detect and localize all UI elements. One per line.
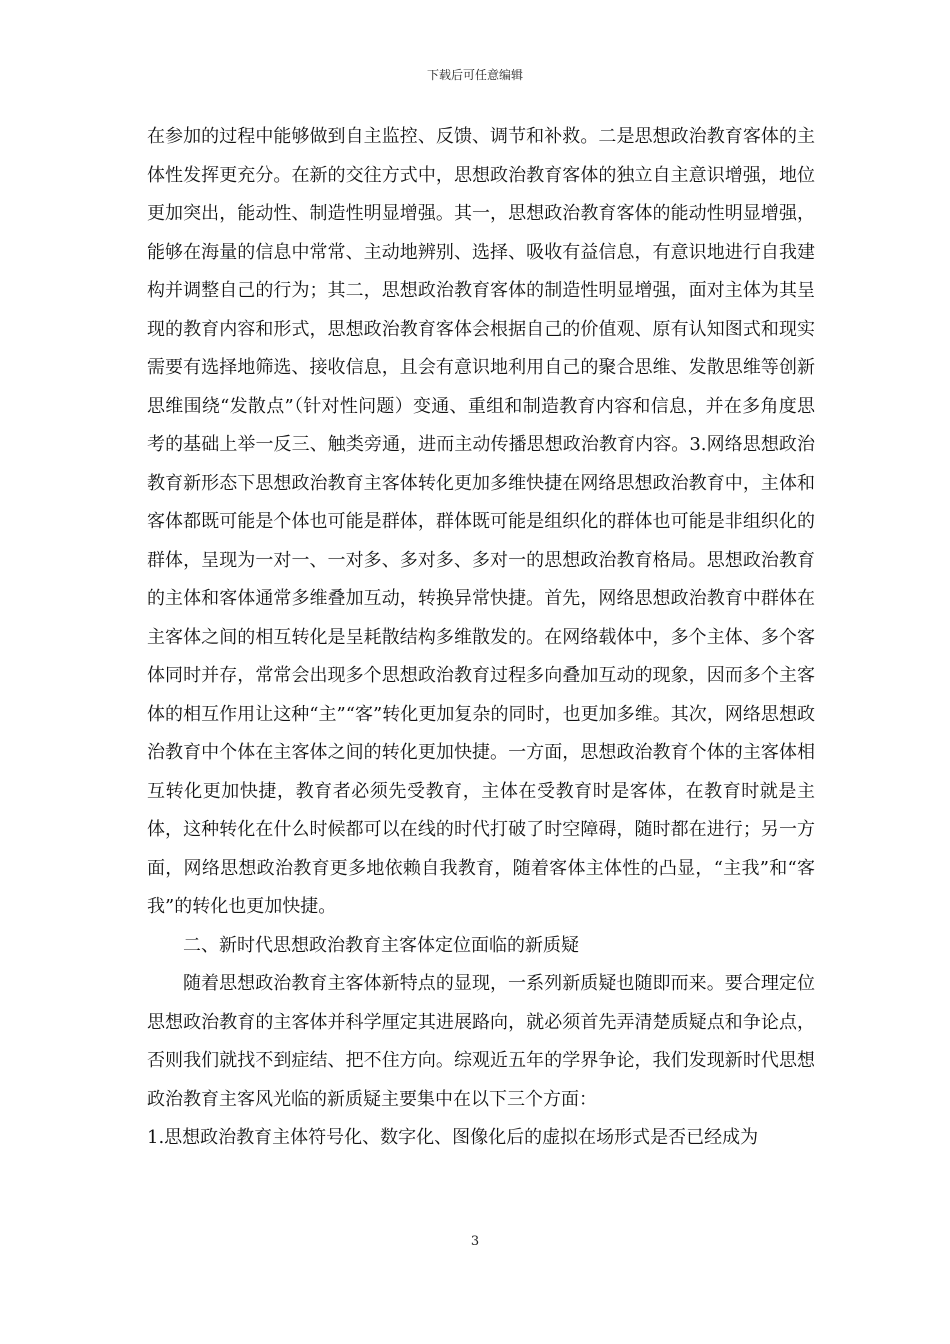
- page-number: 3: [470, 1234, 480, 1249]
- paragraph-intro: 随着思想政治教育主客体新特点的显现，一系列新质疑也随即而来。要合理定位思想政治教育的主客体并科学厘定其进展路向，就必须首先弄清楚质疑点和争论点，否则我们就找不到症结、把不住方向。综观近五年的学界争论，我们发现新时代思想政治教育主客风光临的新质疑主要集中在以下三个方面：: [147, 973, 815, 1110]
- section-heading: 二、新时代思想政治教育主客体定位面临的新质疑: [183, 934, 579, 956]
- page-header-note: 下载后可任意编辑: [426, 68, 523, 82]
- paragraph-continuation: 在参加的过程中能够做到自主监控、反馈、调节和补救。二是思想政治教育客体的主体性发挥更充分。在新的交往方式中，思想政治教育客体的独立自主意识增强，地位更加突出，能动性、制造性明显增强。其一，思想政治教育客体的能动性明显增强，能够在海量的信息中常常、主动地辨别、选择、吸收有益信息，有意识地进行自我建构并调整自己的行为；其二，思想政治教育客体的制造性明显增强，面对主体为其呈现的教育内容和形式，思想政治教育客体会根据自己的价值观、原有认知图式和现实需要有选择地筛选、接收信息，且会有意识地利用自己的聚合思维、发散思维等创新思维围绕“发散点”（针对性问题）变通、重组和制造教育内容和信息，并在多角度思考的基础上举一反三、触类旁通，进而主动传播思想政治教育内容。3.网络思想政治教育新形态下思想政治教育主客体转化更加多维快捷在网络思想政治教育中，主体和客体都既可能是个体也可能是群体，群体既可能是组织化的群体也可能是非组织化的群体，呈现为一对一、一对多、多对多、多对一的思想政治教育格局。思想政治教育的主体和客体通常多维叠加互动，转换异常快捷。首先，网络思想政治教育中群体在主客体之间的相互转化是呈耗散结构多维散发的。在网络载体中，多个主体、多个客体同时并存，常常会出现多个思想政治教育过程多向叠加互动的现象，因而多个主客体的相互作用让这种“主”“客”转化更加复杂的同时，也更加多维。其次，网络思想政治教育中个体在主客体之间的转化更加快捷。一方面，思想政治教育个体的主客体相互转化更加快捷，教育者必须先受教育，主体在受教育时是客体，在教育时就是主体，这种转化在什么时候都可以在线的时代打破了时空障碍，随时都在进行；另一方面，网络思想政治教育更多地依赖自我教育，随着客体主体性的凸显，“主我”和“客我”的转化也更加快捷。: [147, 126, 815, 917]
- document-body: [147, 118, 815, 1158]
- paragraph-point-1: 1.思想政治教育主体符号化、数字化、图像化后的虚拟在场形式是否已经成为: [147, 1127, 759, 1148]
